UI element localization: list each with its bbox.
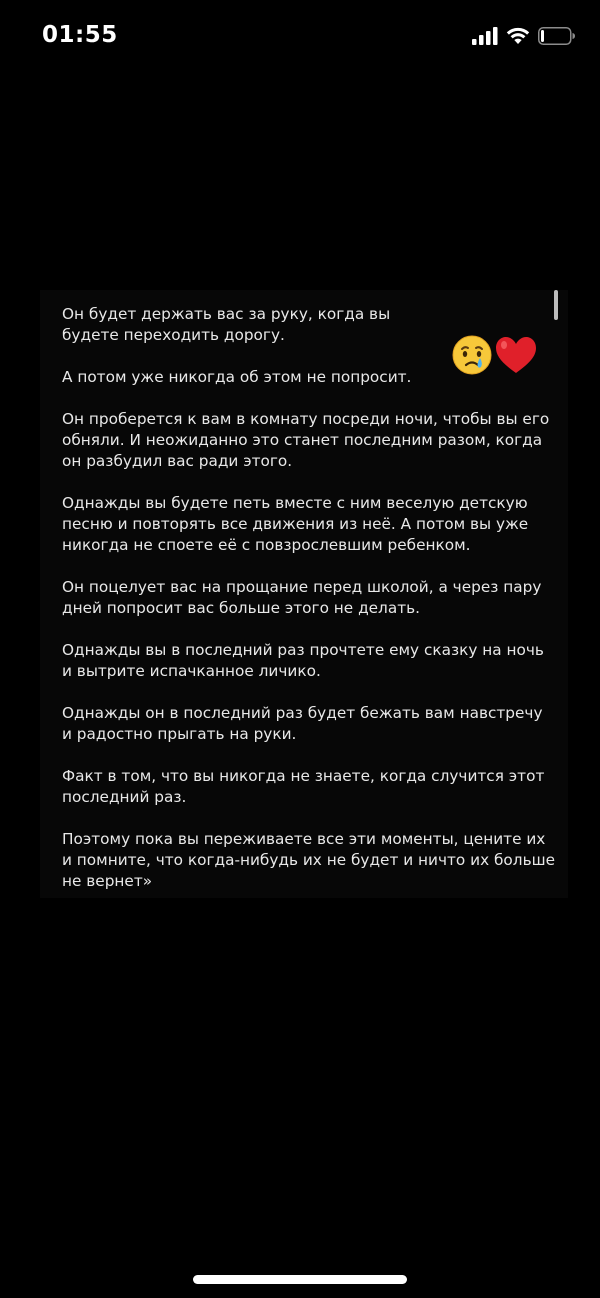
home-indicator[interactable] [193, 1275, 407, 1284]
story-paragraph-1: Он будет держать вас за руку, когда вы будете переходить дорогу. [62, 305, 391, 344]
story-paragraph-6: Однажды вы в последний раз прочтете ему сказку на ночь и вытрите испачканное личико. [62, 641, 544, 680]
story-paragraph-8: Факт в том, что вы никогда не знаете, когда случится этот последний раз. [62, 767, 545, 806]
story-paragraph-2: А потом уже никогда об этом не попросит. [62, 368, 412, 386]
red-heart-emoji-icon [496, 337, 536, 373]
story-paragraph-3: Он проберется к вам в комнату посреди ночи, чтобы вы его обняли. И неожиданно это станет последним разом, когда он разбудил вас ради этого. [62, 410, 550, 470]
emoji-sticker[interactable] [450, 332, 540, 376]
story-paragraph-9: Поэтому пока вы переживаете все эти моменты, цените их и помните, что когда-нибудь их не будет и ничто их больше не вернет» [62, 830, 555, 890]
wifi-icon [506, 27, 530, 45]
status-bar [0, 0, 600, 72]
story-paragraph-7: Однажды он в последний раз будет бежать вам навстречу и радостно прыгать на руки. [62, 704, 543, 743]
story-paragraph-5: Он поцелует вас на прощание перед школой, а через пару дней попросит вас больше этого не делать. [62, 578, 542, 617]
story-text [62, 304, 557, 913]
status-icons [472, 27, 576, 45]
signal-icon [472, 27, 498, 45]
crying-face-emoji-icon [453, 336, 491, 374]
story-text-panel[interactable] [40, 290, 568, 898]
status-time: 01:55 [42, 22, 118, 48]
battery-icon [538, 27, 576, 45]
story-paragraph-4: Однажды вы будете петь вместе с ним веселую детскую песню и повторять все движения из неё. А потом вы уже никогда не споете её с повзрослевшим ребенком. [62, 494, 529, 554]
